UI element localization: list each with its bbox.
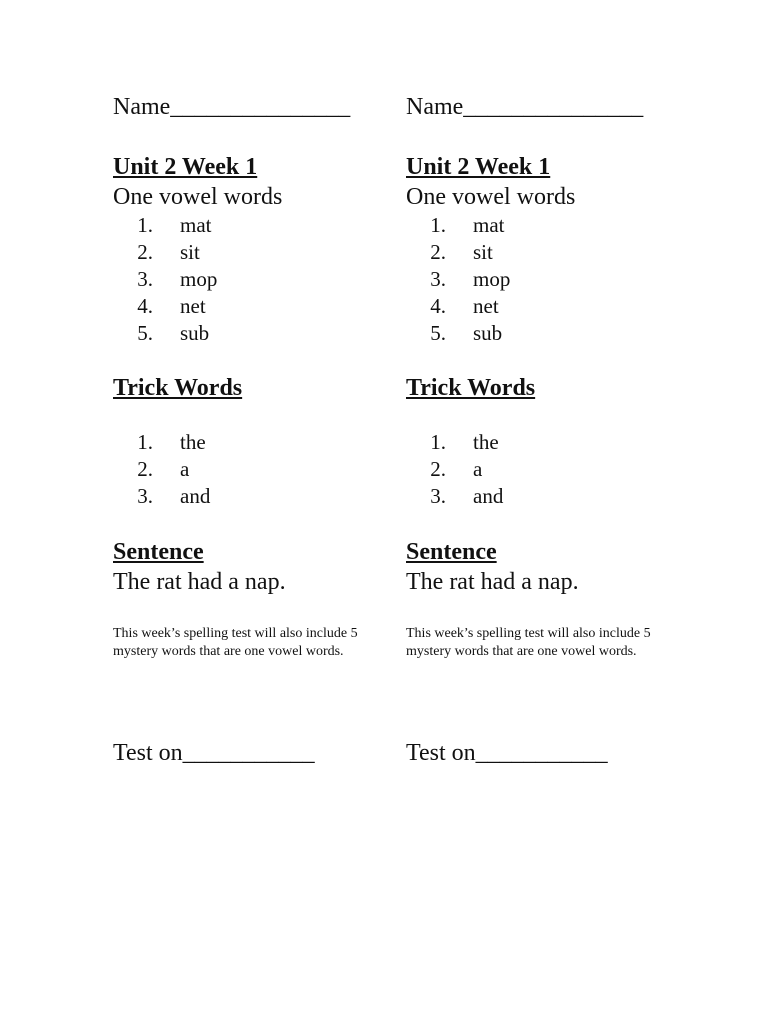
trick-words-title: Trick Words: [113, 375, 243, 401]
item-number: 4.: [137, 294, 153, 318]
item-word: a: [180, 457, 190, 481]
item-word: and: [473, 484, 504, 508]
item-word: sit: [180, 240, 200, 264]
mystery-words-note: This week’s spelling test will also include 5 mystery words that are one vowel words.: [406, 626, 651, 659]
vowel-words-subtitle: One vowel words: [113, 184, 283, 210]
item-number: 2.: [137, 457, 153, 481]
item-word: mop: [473, 267, 511, 291]
name-line: Name_______________: [113, 94, 351, 120]
sentence-text: The rat had a nap.: [113, 569, 286, 595]
unit-title: Unit 2 Week 1: [406, 154, 551, 180]
test-date-line: Test on___________: [113, 740, 315, 766]
item-word: sub: [180, 321, 210, 345]
item-number: 3.: [430, 484, 446, 508]
item-number: 2.: [430, 240, 446, 264]
item-word: and: [180, 484, 211, 508]
sentence-title: Sentence: [406, 539, 497, 565]
item-word: the: [473, 430, 499, 454]
item-word: a: [473, 457, 483, 481]
item-number: 1.: [137, 430, 153, 454]
item-number: 5.: [430, 321, 446, 345]
spelling-card-right: [406, 0, 686, 1024]
item-word: sub: [473, 321, 503, 345]
test-date-line: Test on___________: [406, 740, 608, 766]
item-number: 1.: [137, 213, 153, 237]
item-number: 3.: [137, 267, 153, 291]
spelling-card-left: [113, 0, 393, 1024]
item-word: net: [473, 294, 499, 318]
sentence-title: Sentence: [113, 539, 204, 565]
item-number: 2.: [137, 240, 153, 264]
name-line: Name_______________: [406, 94, 644, 120]
item-word: sit: [473, 240, 493, 264]
mystery-words-note: This week’s spelling test will also include 5 mystery words that are one vowel words.: [113, 626, 358, 659]
item-number: 3.: [430, 267, 446, 291]
item-number: 3.: [137, 484, 153, 508]
item-number: 1.: [430, 430, 446, 454]
item-word: the: [180, 430, 206, 454]
item-word: mat: [180, 213, 212, 237]
trick-words-title: Trick Words: [406, 375, 536, 401]
vowel-words-subtitle: One vowel words: [406, 184, 576, 210]
item-word: mat: [473, 213, 505, 237]
item-number: 5.: [137, 321, 153, 345]
unit-title: Unit 2 Week 1: [113, 154, 258, 180]
item-number: 2.: [430, 457, 446, 481]
item-word: mop: [180, 267, 218, 291]
item-word: net: [180, 294, 206, 318]
item-number: 4.: [430, 294, 446, 318]
item-number: 1.: [430, 213, 446, 237]
sentence-text: The rat had a nap.: [406, 569, 579, 595]
